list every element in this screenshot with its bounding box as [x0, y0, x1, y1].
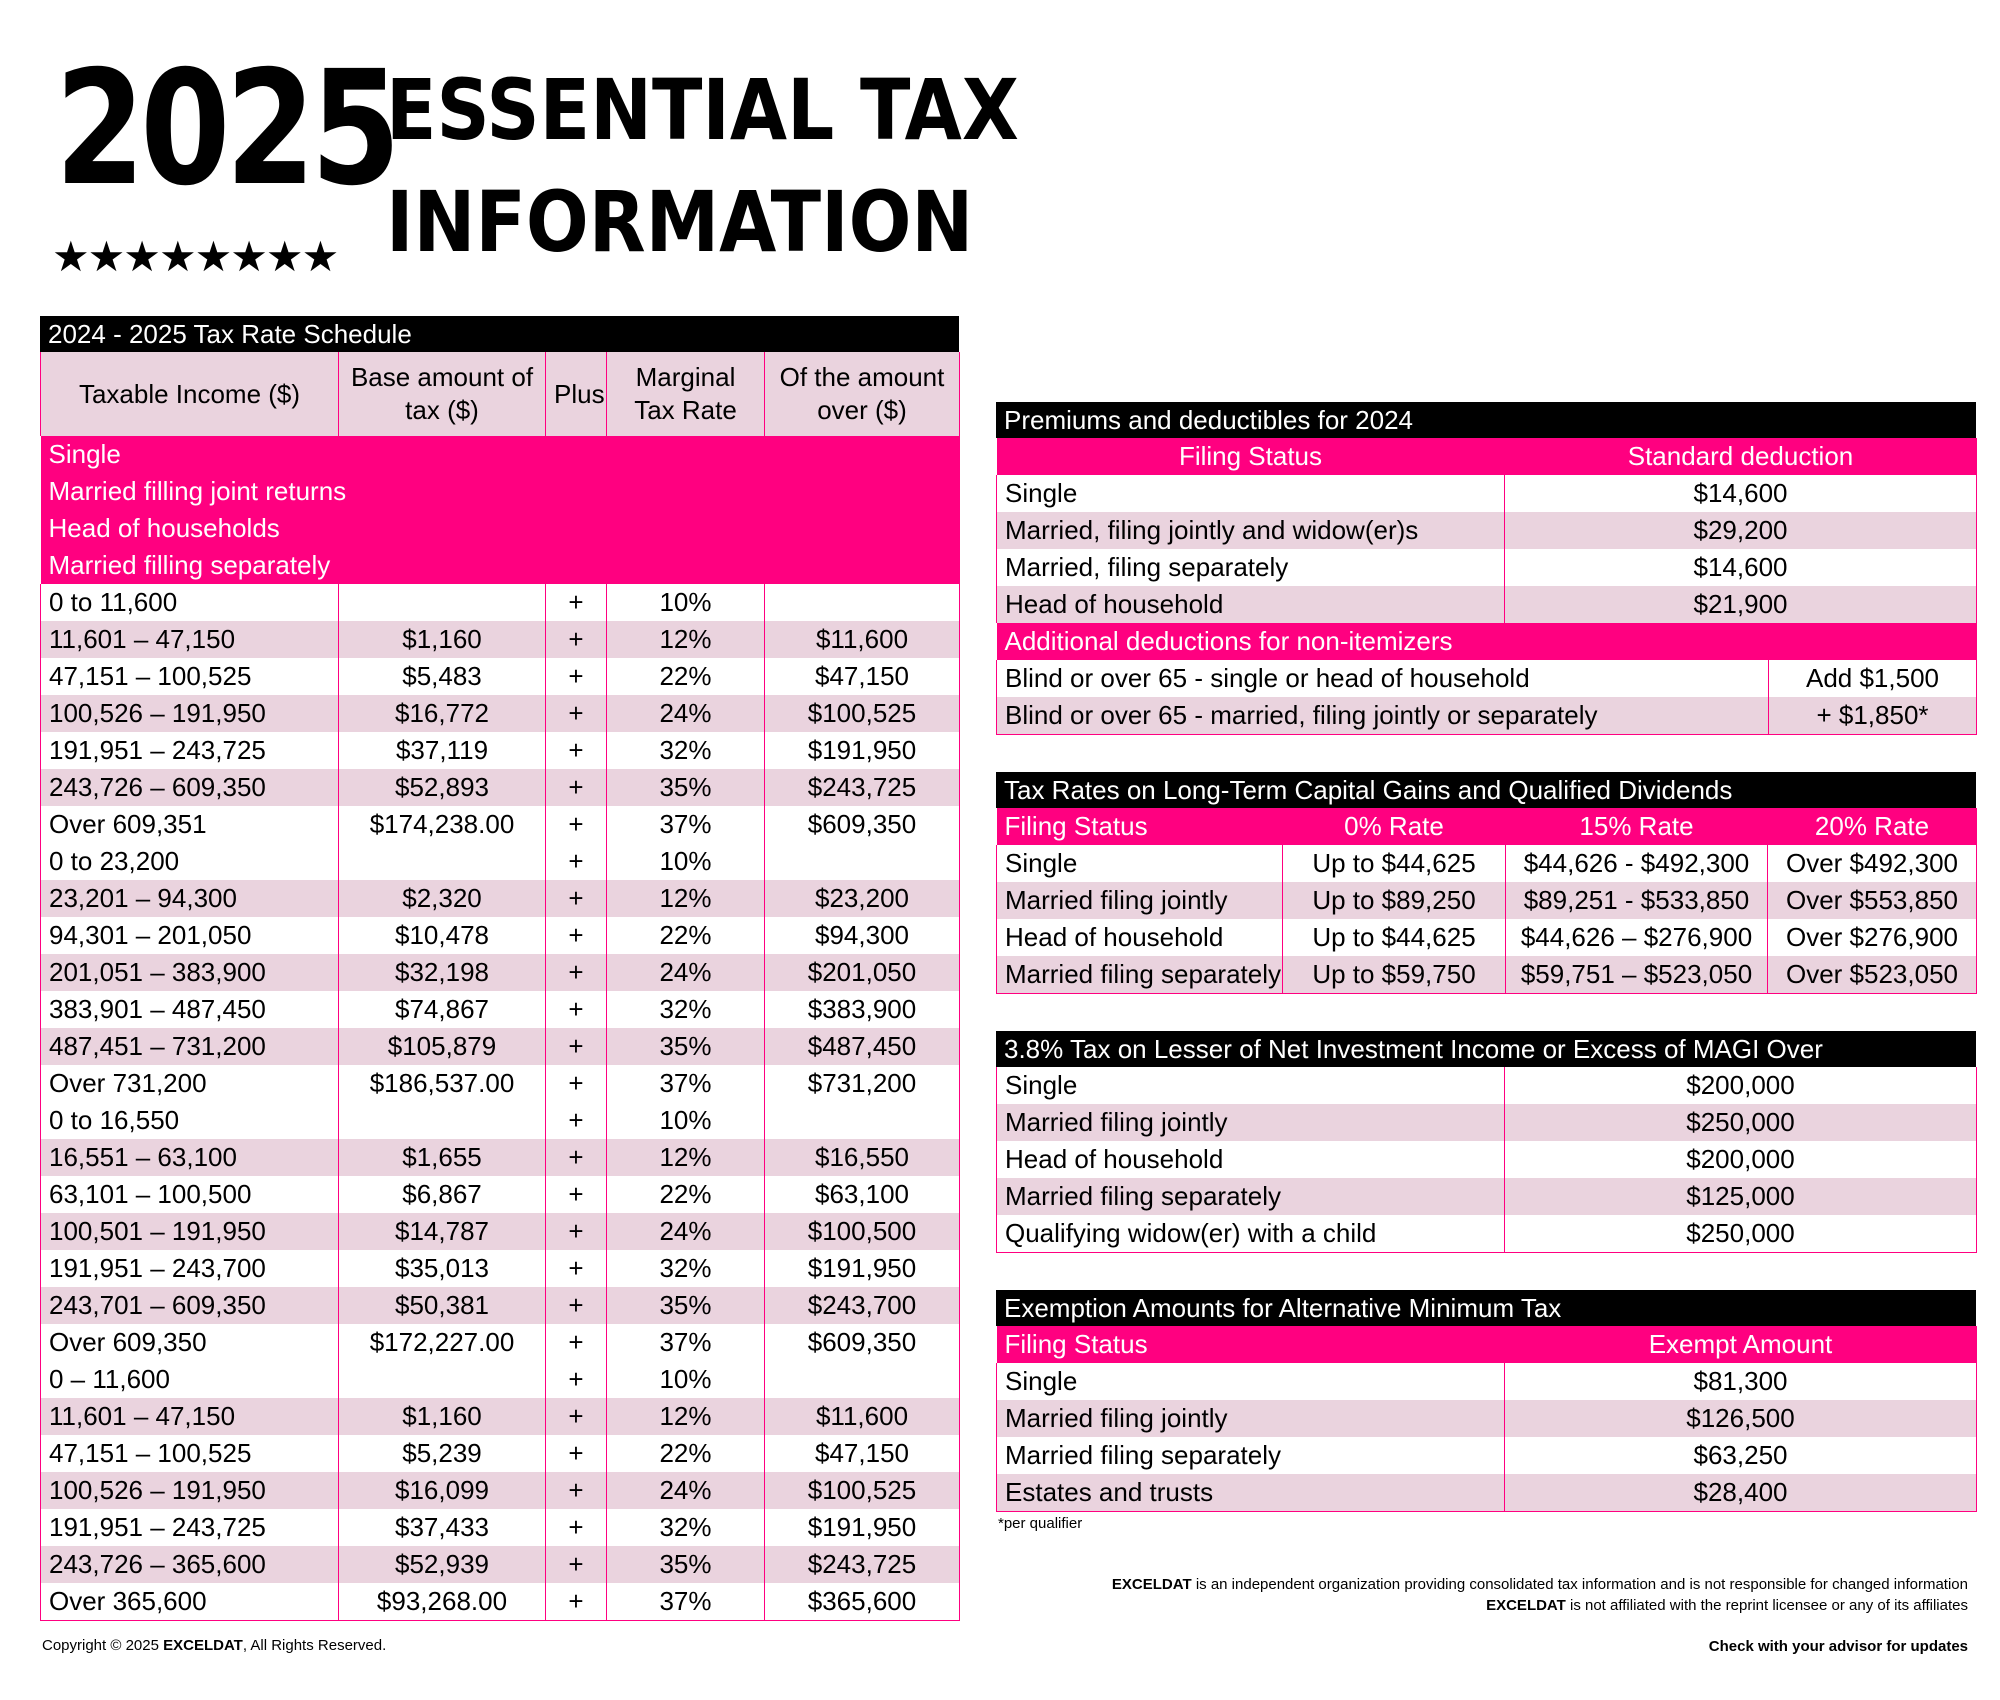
table-cell: 24% [607, 954, 765, 991]
table-cell: 24% [607, 695, 765, 732]
table-cell: $1,160 [339, 1398, 546, 1435]
table-cell: $365,600 [765, 1583, 960, 1621]
column-header: Filing Status [997, 1326, 1505, 1363]
disclaimer [1112, 1574, 1968, 1616]
table-cell: $32,198 [339, 954, 546, 991]
table-cell: + [546, 658, 607, 695]
table-row [997, 845, 1977, 882]
column-header: Plus [546, 352, 607, 436]
brand-name: EXCELDAT [1111, 1576, 1192, 1593]
table-row [997, 660, 1977, 697]
table-cell: 63,101 – 100,500 [41, 1176, 339, 1213]
table-row [997, 1215, 1977, 1253]
table-cell: Up to $89,250 [1283, 882, 1506, 919]
table-cell: Over 609,351 [41, 806, 339, 843]
table-cell: $250,000 [1505, 1104, 1977, 1141]
table-row [41, 584, 960, 621]
niit-title: 3.8% Tax on Lesser of Net Investment Income or Excess of MAGI Over [996, 1031, 1976, 1067]
section-header-row [41, 547, 960, 584]
table-cell: $74,867 [339, 991, 546, 1028]
section-header: Additional deductions for non-itemizers [997, 623, 1977, 660]
table-cell: 487,451 – 731,200 [41, 1028, 339, 1065]
table-cell: $89,251 - $533,850 [1506, 882, 1768, 919]
table-cell: Married filing jointly [997, 882, 1283, 919]
table-cell: Married filing jointly [997, 1104, 1505, 1141]
table-row [41, 917, 960, 954]
table-cell: $100,500 [765, 1213, 960, 1250]
table-cell: 35% [607, 1546, 765, 1583]
column-header: Filing Status [997, 808, 1283, 845]
table-cell: $609,350 [765, 806, 960, 843]
table-cell: $14,600 [1505, 475, 1977, 512]
section-header-row [41, 473, 960, 510]
table-cell: $59,751 – $523,050 [1506, 956, 1768, 994]
table-row [997, 475, 1977, 512]
table-cell: + [546, 1102, 607, 1139]
table-cell: 10% [607, 584, 765, 621]
table-cell: $487,450 [765, 1028, 960, 1065]
amt-panel [996, 1290, 1976, 1512]
table-cell: 0 to 16,550 [41, 1102, 339, 1139]
table-cell: Up to $44,625 [1283, 845, 1506, 882]
section-rows [41, 1361, 960, 1621]
table-cell: + [546, 1361, 607, 1398]
table-row [997, 1067, 1977, 1104]
table-cell: 10% [607, 843, 765, 880]
tax-rate-schedule [40, 316, 959, 1621]
column-header: Filing Status [997, 438, 1505, 475]
table-cell: 23,201 – 94,300 [41, 880, 339, 917]
table-cell: Estates and trusts [997, 1474, 1505, 1512]
table-cell: $609,350 [765, 1324, 960, 1361]
table-cell: $5,483 [339, 658, 546, 695]
table-cell: 11,601 – 47,150 [41, 1398, 339, 1435]
table-cell: Over 609,350 [41, 1324, 339, 1361]
table-row [41, 1509, 960, 1546]
table-row [997, 1437, 1977, 1474]
table-cell: Up to $59,750 [1283, 956, 1506, 994]
table-cell: + [546, 584, 607, 621]
section-header: Married filling separately [41, 547, 960, 584]
table-cell: 37% [607, 1065, 765, 1102]
table-row [41, 1435, 960, 1472]
table-row [41, 991, 960, 1028]
table-cell: $23,200 [765, 880, 960, 917]
column-header: Marginal Tax Rate [607, 352, 765, 436]
table-cell: $126,500 [1505, 1400, 1977, 1437]
table-cell: $250,000 [1505, 1215, 1977, 1253]
section-rows [41, 843, 960, 1102]
additional-deductions-table [996, 623, 1977, 735]
table-cell: $243,725 [765, 1546, 960, 1583]
premiums-panel [996, 402, 1976, 735]
table-cell: + [546, 1250, 607, 1287]
schedule-table [40, 352, 960, 1621]
title-line-2: INFORMATION [386, 173, 974, 271]
table-cell: 37% [607, 1324, 765, 1361]
title-line-1: ESSENTIAL TAX [386, 61, 1019, 159]
table-row [997, 956, 1977, 994]
table-row [41, 1472, 960, 1509]
table-cell: 22% [607, 1176, 765, 1213]
table-cell: $186,537.00 [339, 1065, 546, 1102]
table-row [997, 586, 1977, 623]
table-cell: $35,013 [339, 1250, 546, 1287]
table-row [41, 880, 960, 917]
table-cell: 0 to 23,200 [41, 843, 339, 880]
table-cell: Married filing separately [997, 1437, 1505, 1474]
table-cell: Over $553,850 [1768, 882, 1977, 919]
table-row [41, 732, 960, 769]
table-row [41, 1139, 960, 1176]
column-header: 20% Rate [1768, 808, 1977, 845]
table-row [41, 1361, 960, 1398]
table-cell: + [546, 1213, 607, 1250]
table-cell: + [546, 1324, 607, 1361]
table-cell: 243,701 – 609,350 [41, 1287, 339, 1324]
table-cell: 191,951 – 243,725 [41, 732, 339, 769]
section-header: Single [41, 436, 960, 473]
table-cell: $16,099 [339, 1472, 546, 1509]
table-cell: $14,600 [1505, 549, 1977, 586]
table-cell: 94,301 – 201,050 [41, 917, 339, 954]
section-header-row [41, 436, 960, 473]
advisor-note: Check with your advisor for updates [1708, 1638, 1968, 1655]
table-cell: 47,151 – 100,525 [41, 1435, 339, 1472]
table-row [41, 1213, 960, 1250]
table-cell: Married, filing separately [997, 549, 1505, 586]
table-row [997, 1400, 1977, 1437]
table-cell: $105,879 [339, 1028, 546, 1065]
table-cell: Single [997, 845, 1283, 882]
table-cell: 100,501 – 191,950 [41, 1213, 339, 1250]
column-header: Taxable Income ($) [41, 352, 339, 436]
table-cell: $94,300 [765, 917, 960, 954]
amt-title: Exemption Amounts for Alternative Minimum Tax [996, 1290, 1976, 1326]
table-cell: $37,433 [339, 1509, 546, 1546]
table-cell: $52,893 [339, 769, 546, 806]
table-cell: 32% [607, 1250, 765, 1287]
table-cell: Over $523,050 [1768, 956, 1977, 994]
table-cell: + [546, 1287, 607, 1324]
table-cell: + [546, 843, 607, 880]
table-cell: $93,268.00 [339, 1583, 546, 1621]
table-cell: $44,626 – $276,900 [1506, 919, 1768, 956]
table-cell: Over $492,300 [1768, 845, 1977, 882]
premiums-table [996, 438, 1977, 623]
table-row [41, 1065, 960, 1102]
table-cell: 11,601 – 47,150 [41, 621, 339, 658]
table-row [41, 843, 960, 880]
table-cell: + [546, 1546, 607, 1583]
table-cell [765, 584, 960, 621]
table-cell: Head of household [997, 919, 1283, 956]
table-cell: Qualifying widow(er) with a child [997, 1215, 1505, 1253]
table-cell: + [546, 621, 607, 658]
table-row [997, 882, 1977, 919]
brand-name: EXCELDAT [1486, 1597, 1566, 1614]
copyright: Copyright © 2025 EXCELDAT, All Rights Reserved. [42, 1637, 387, 1654]
section-header: Married filling joint returns [41, 473, 960, 510]
table-row [41, 806, 960, 843]
table-cell: Married, filing jointly and widow(er)s [997, 512, 1505, 549]
disclaimer-line-1: EXCELDAT is an independent organization providing consolidated tax information and is not responsible for changed information [1111, 1576, 1968, 1593]
table-cell: $191,950 [765, 732, 960, 769]
table-cell: + [546, 1398, 607, 1435]
table-cell: Over 731,200 [41, 1065, 339, 1102]
table-cell: $52,939 [339, 1546, 546, 1583]
table-cell [339, 584, 546, 621]
table-row [997, 549, 1977, 586]
table-cell: 10% [607, 1361, 765, 1398]
table-cell: $100,525 [765, 1472, 960, 1509]
table-cell: 24% [607, 1213, 765, 1250]
table-cell: $191,950 [765, 1509, 960, 1546]
table-cell: Single [997, 1067, 1505, 1104]
table-row [41, 1324, 960, 1361]
section-header-row [41, 510, 960, 547]
table-cell: 243,726 – 609,350 [41, 769, 339, 806]
table-cell: 16,551 – 63,100 [41, 1139, 339, 1176]
table-row [41, 695, 960, 732]
table-cell: 22% [607, 1435, 765, 1472]
table-cell: $125,000 [1505, 1178, 1977, 1215]
table-cell: 383,901 – 487,450 [41, 991, 339, 1028]
table-row [997, 1474, 1977, 1512]
table-cell: $6,867 [339, 1176, 546, 1213]
table-row [41, 1546, 960, 1583]
table-cell: $200,000 [1505, 1067, 1977, 1104]
table-cell: $28,400 [1505, 1474, 1977, 1512]
table-cell [765, 1102, 960, 1139]
table-cell: + [546, 991, 607, 1028]
table-cell: 47,151 – 100,525 [41, 658, 339, 695]
table-cell: + [546, 1472, 607, 1509]
table-cell: Add $1,500 [1769, 660, 1977, 697]
table-cell: $200,000 [1505, 1141, 1977, 1178]
table-cell: $44,626 - $492,300 [1506, 845, 1768, 882]
table-cell: $37,119 [339, 732, 546, 769]
table-cell: + [546, 806, 607, 843]
table-cell: $14,787 [339, 1213, 546, 1250]
table-cell: + [546, 1435, 607, 1472]
table-cell: 24% [607, 1472, 765, 1509]
table-cell: Blind or over 65 - single or head of household [997, 660, 1769, 697]
table-cell: $16,550 [765, 1139, 960, 1176]
table-cell: $172,227.00 [339, 1324, 546, 1361]
table-row [997, 697, 1977, 735]
schedule-column-headers [41, 352, 960, 436]
table-cell: $47,150 [765, 658, 960, 695]
table-cell: $1,160 [339, 621, 546, 658]
table-cell: $21,900 [1505, 586, 1977, 623]
niit-table [996, 1067, 1977, 1253]
table-cell: $383,900 [765, 991, 960, 1028]
table-cell [765, 843, 960, 880]
table-cell: + [546, 1583, 607, 1621]
table-row [997, 1104, 1977, 1141]
table-cell: 191,951 – 243,725 [41, 1509, 339, 1546]
table-cell [765, 1361, 960, 1398]
table-cell: 35% [607, 1287, 765, 1324]
table-cell: Head of household [997, 586, 1505, 623]
table-cell: + [546, 1065, 607, 1102]
table-cell: + [546, 917, 607, 954]
table-row [997, 1363, 1977, 1400]
table-cell: 10% [607, 1102, 765, 1139]
table-cell: $11,600 [765, 1398, 960, 1435]
table-cell: $5,239 [339, 1435, 546, 1472]
table-cell: 243,726 – 365,600 [41, 1546, 339, 1583]
niit-panel [996, 1031, 1976, 1253]
table-row [997, 919, 1977, 956]
table-cell: $2,320 [339, 880, 546, 917]
table-cell: + [546, 695, 607, 732]
table-row [41, 1028, 960, 1065]
table-cell: 0 to 11,600 [41, 584, 339, 621]
table-cell: Over 365,600 [41, 1583, 339, 1621]
table-cell: + [546, 1139, 607, 1176]
table-row [997, 1141, 1977, 1178]
schedule-title: 2024 - 2025 Tax Rate Schedule [40, 316, 959, 352]
year-heading: 2025 [55, 37, 396, 221]
table-cell: $63,100 [765, 1176, 960, 1213]
table-cell: 35% [607, 1028, 765, 1065]
table-cell: $10,478 [339, 917, 546, 954]
brand-name: EXCELDAT [163, 1637, 243, 1654]
table-row [41, 621, 960, 658]
table-cell: 100,526 – 191,950 [41, 1472, 339, 1509]
table-row [41, 1176, 960, 1213]
table-cell: + [546, 732, 607, 769]
table-cell: $16,772 [339, 695, 546, 732]
table-cell: $47,150 [765, 1435, 960, 1472]
table-cell: 37% [607, 806, 765, 843]
table-cell: 191,951 – 243,700 [41, 1250, 339, 1287]
table-cell: 12% [607, 621, 765, 658]
table-cell: 22% [607, 917, 765, 954]
page-title [386, 54, 1019, 278]
table-cell: Up to $44,625 [1283, 919, 1506, 956]
table-cell: 100,526 – 191,950 [41, 695, 339, 732]
table-cell: $50,381 [339, 1287, 546, 1324]
table-cell: $63,250 [1505, 1437, 1977, 1474]
table-cell: Over $276,900 [1768, 919, 1977, 956]
table-cell: 12% [607, 880, 765, 917]
table-cell: Married filing separately [997, 1178, 1505, 1215]
table-cell: $81,300 [1505, 1363, 1977, 1400]
table-cell: $731,200 [765, 1065, 960, 1102]
premiums-title: Premiums and deductibles for 2024 [996, 402, 1976, 438]
table-cell: 201,051 – 383,900 [41, 954, 339, 991]
table-cell: 22% [607, 658, 765, 695]
star-rating-decoration: ★★★★★★★★ [52, 233, 338, 280]
table-cell: + [546, 1028, 607, 1065]
column-header: 15% Rate [1506, 808, 1768, 845]
table-cell [339, 1102, 546, 1139]
table-cell: Single [997, 475, 1505, 512]
table-row [41, 1102, 960, 1139]
column-header: Base amount of tax ($) [339, 352, 546, 436]
table-cell: 0 – 11,600 [41, 1361, 339, 1398]
table-row [41, 1398, 960, 1435]
table-cell: $29,200 [1505, 512, 1977, 549]
table-cell: + [546, 1176, 607, 1213]
column-header: 0% Rate [1283, 808, 1506, 845]
table-row [41, 1287, 960, 1324]
table-cell: Blind or over 65 - married, filing jointly or separately [997, 697, 1769, 735]
table-cell: $201,050 [765, 954, 960, 991]
table-cell: $243,700 [765, 1287, 960, 1324]
table-cell: 32% [607, 1509, 765, 1546]
table-cell: 12% [607, 1398, 765, 1435]
column-header: Of the amount over ($) [765, 352, 960, 436]
table-cell: Married filing jointly [997, 1400, 1505, 1437]
table-cell: + $1,850* [1769, 697, 1977, 735]
table-row [41, 769, 960, 806]
table-cell [339, 843, 546, 880]
table-cell: + [546, 954, 607, 991]
table-cell: $100,525 [765, 695, 960, 732]
section-header: Head of households [41, 510, 960, 547]
table-cell: $11,600 [765, 621, 960, 658]
table-cell: + [546, 769, 607, 806]
table-cell: $243,725 [765, 769, 960, 806]
table-cell [339, 1361, 546, 1398]
disclaimer-line-2: EXCELDAT is not affiliated with the reprint licensee or any of its affiliates [1486, 1597, 1968, 1614]
table-cell: Married filing separately [997, 956, 1283, 994]
table-cell: 32% [607, 732, 765, 769]
capital-gains-title: Tax Rates on Long-Term Capital Gains and Qualified Dividends [996, 772, 1976, 808]
per-qualifier-note: *per qualifier [998, 1515, 1083, 1532]
table-cell: $1,655 [339, 1139, 546, 1176]
table-row [41, 1583, 960, 1621]
table-cell: 37% [607, 1583, 765, 1621]
column-header: Standard deduction [1505, 438, 1977, 475]
capital-gains-panel [996, 772, 1976, 994]
table-cell: Head of household [997, 1141, 1505, 1178]
table-row [41, 1250, 960, 1287]
table-cell: 35% [607, 769, 765, 806]
table-row [41, 658, 960, 695]
section-rows [41, 1102, 960, 1361]
table-row [997, 1178, 1977, 1215]
table-cell: 32% [607, 991, 765, 1028]
amt-table [996, 1326, 1977, 1512]
table-cell: Single [997, 1363, 1505, 1400]
table-cell: 12% [607, 1139, 765, 1176]
section-rows [41, 584, 960, 843]
table-cell: $191,950 [765, 1250, 960, 1287]
table-row [41, 954, 960, 991]
table-cell: $174,238.00 [339, 806, 546, 843]
column-header: Exempt Amount [1505, 1326, 1977, 1363]
table-row [997, 512, 1977, 549]
capital-gains-table [996, 808, 1977, 994]
table-cell: + [546, 880, 607, 917]
table-cell: + [546, 1509, 607, 1546]
